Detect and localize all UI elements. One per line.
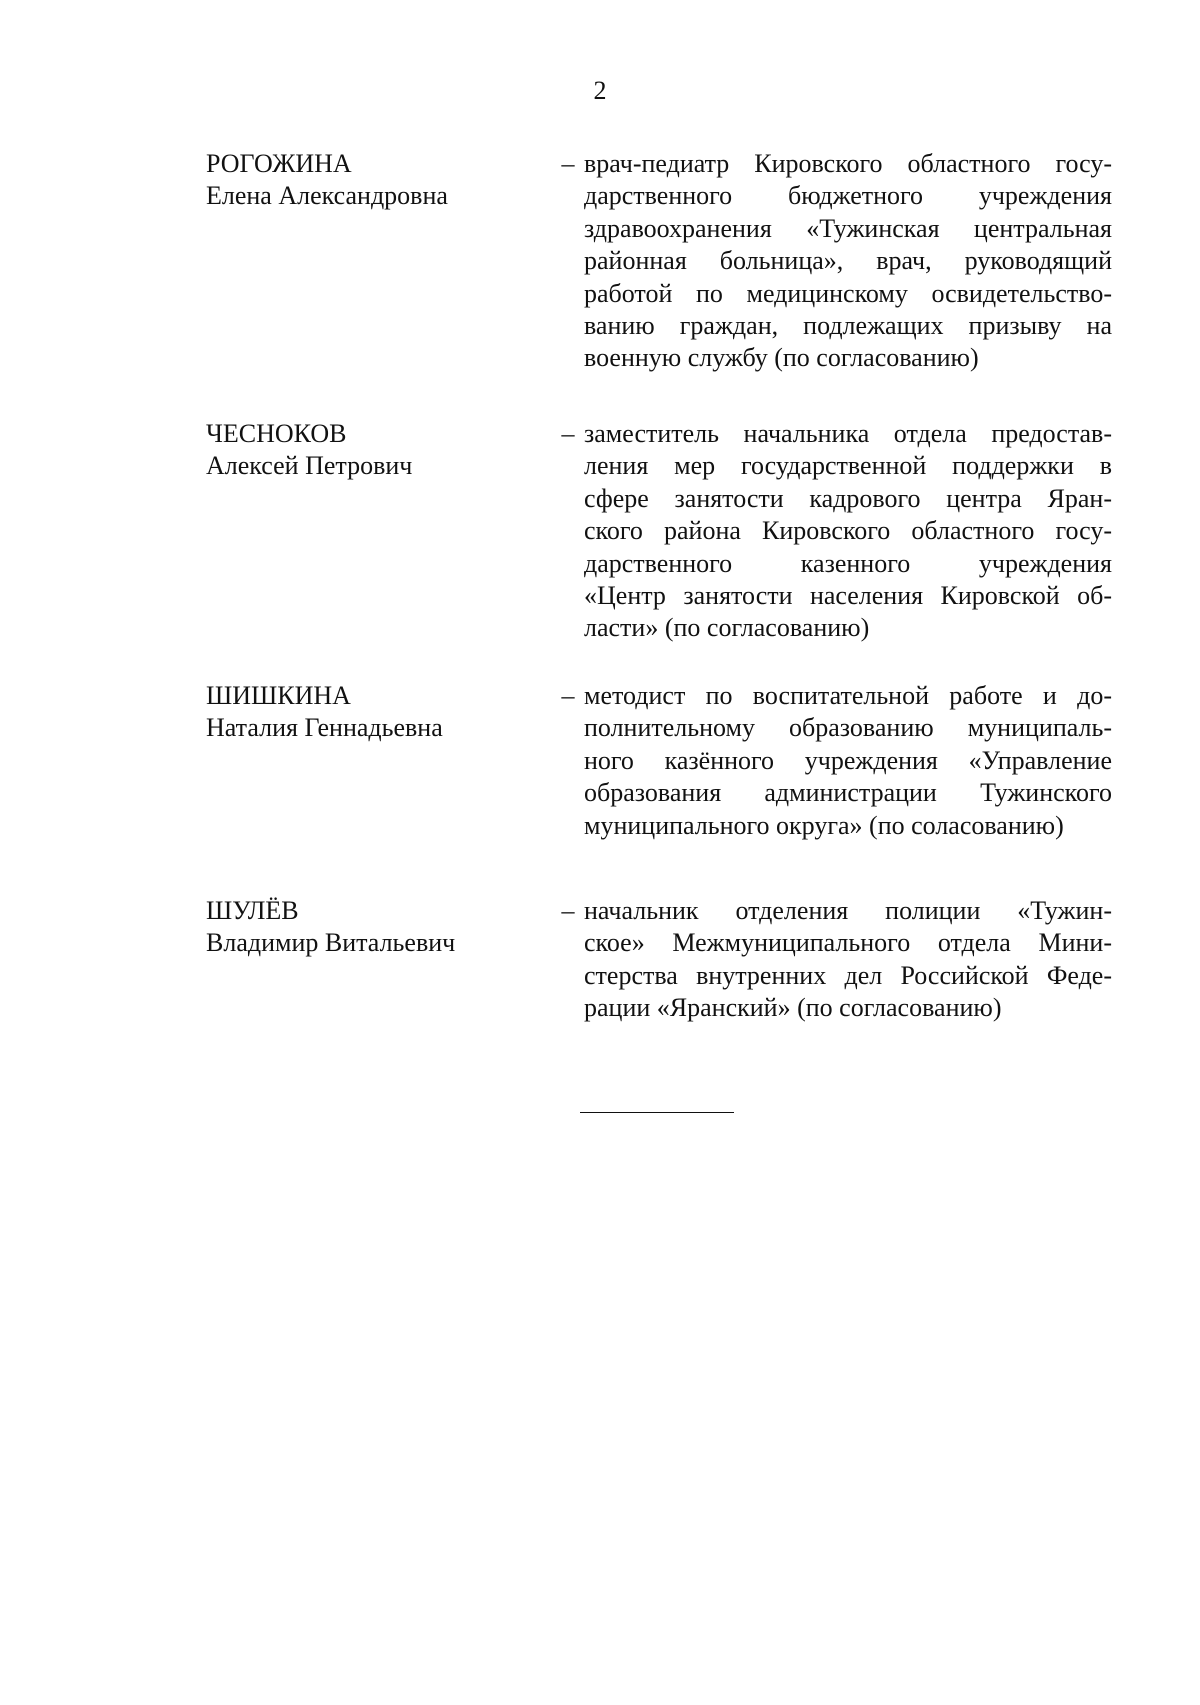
member-role <box>584 418 1112 645</box>
role-line: ления мер государственной поддержки в <box>584 451 1112 481</box>
dash-separator: – <box>561 149 575 178</box>
role-line: ского района Кировского областного госу- <box>584 516 1112 546</box>
role-line: полнительному образованию муниципаль- <box>584 713 1112 743</box>
member-given-name: Алексей Петрович <box>206 451 413 481</box>
closing-rule <box>580 1112 734 1113</box>
member-surname: РОГОЖИНА <box>206 149 352 178</box>
role-line: ское» Межмуниципального отдела Мини- <box>584 928 1112 958</box>
role-line: здравоохранения «Тужинская центральная <box>584 213 1112 243</box>
role-line: дарственного казенного учреждения <box>584 548 1112 578</box>
role-line: районная больница», врач, руководящий <box>584 246 1112 276</box>
role-line: ного казённого учреждения «Управление <box>584 745 1112 775</box>
role-line: муниципального округа» (по соласованию) <box>584 810 1064 840</box>
role-line: стерства внутренних дел Российской Феде- <box>584 960 1112 990</box>
role-line: образования администрации Тужинского <box>584 778 1112 808</box>
role-line: врач-педиатр Кировского областного госу- <box>584 149 1112 178</box>
dash-separator: – <box>561 681 575 710</box>
member-given-name: Владимир Витальевич <box>206 928 456 958</box>
member-name <box>206 895 546 960</box>
role-line: ванию граждан, подлежащих призыву на <box>584 311 1112 341</box>
role-line: методист по воспитательной работе и до- <box>584 681 1112 710</box>
dash-separator: – <box>561 419 575 448</box>
member-role <box>584 680 1112 842</box>
member-given-name: Елена Александровна <box>206 181 448 211</box>
role-line: дарственного бюджетного учреждения <box>584 181 1112 211</box>
member-given-name: Наталия Геннадьевна <box>206 713 443 743</box>
member-name <box>206 148 546 213</box>
role-line: ласти» (по согласованию) <box>584 613 870 643</box>
page-number: 2 <box>593 76 607 105</box>
role-line: работой по медицинскому освидетельство- <box>584 278 1112 308</box>
member-name <box>206 680 546 745</box>
role-line: заместитель начальника отдела предостав- <box>584 419 1112 448</box>
member-role <box>584 895 1112 1025</box>
role-line: рации «Яранский» (по согласованию) <box>584 993 1002 1023</box>
role-line: начальник отделения полиции «Тужин- <box>584 896 1112 925</box>
member-name <box>206 418 546 483</box>
dash-separator: – <box>561 896 575 925</box>
role-line: «Центр занятости населения Кировской об- <box>584 581 1112 611</box>
member-surname: ШУЛЁВ <box>206 896 299 925</box>
member-surname: ШИШКИНА <box>206 681 351 710</box>
member-role <box>584 148 1112 375</box>
role-line: сфере занятости кадрового центра Яран- <box>584 483 1112 513</box>
role-line: военную службу (по согласованию) <box>584 343 979 373</box>
member-surname: ЧЕСНОКОВ <box>206 419 347 448</box>
